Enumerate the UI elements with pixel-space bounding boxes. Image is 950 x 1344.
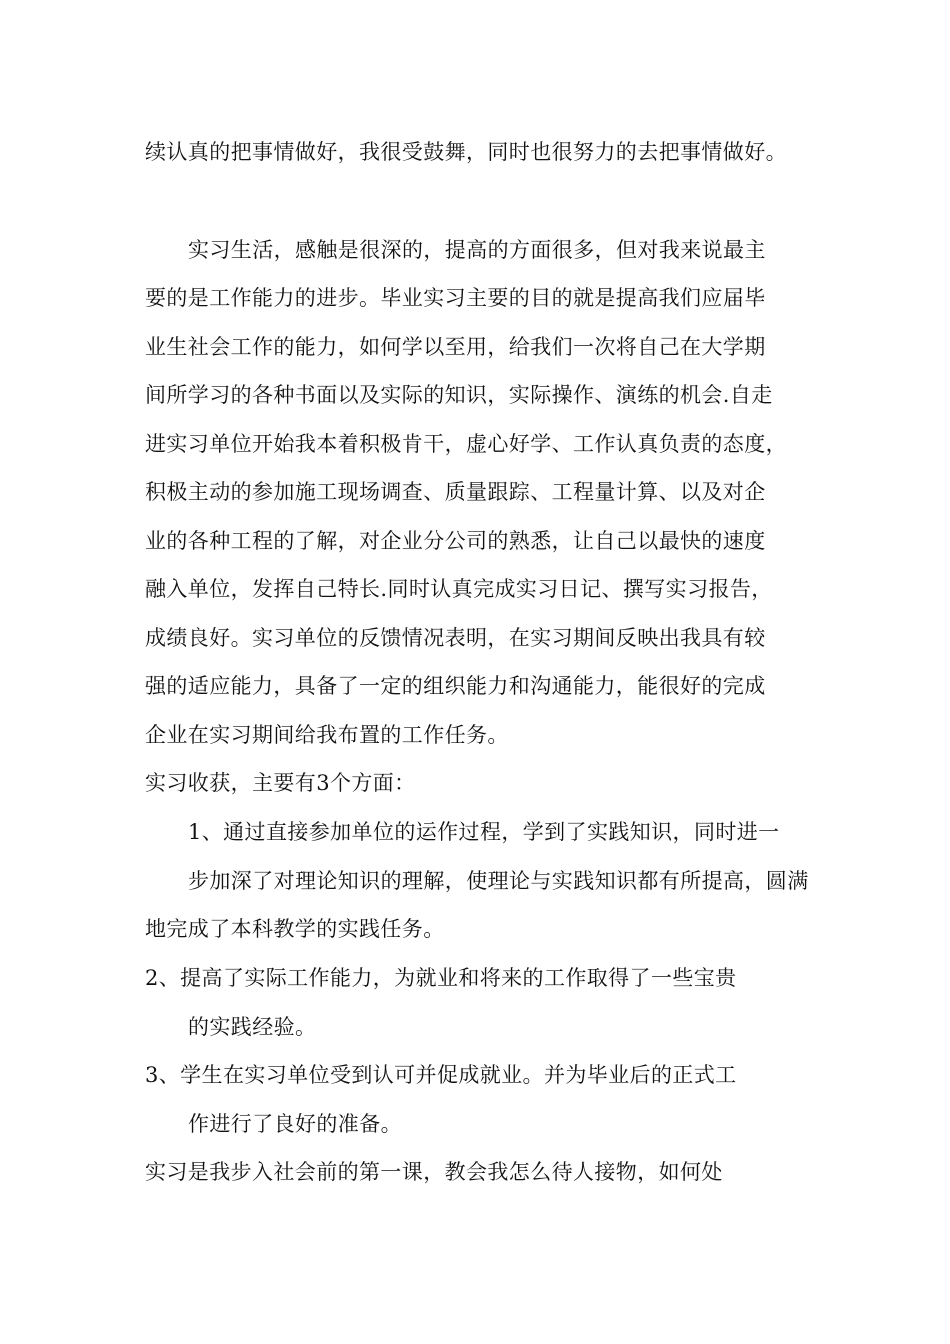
- text-line: 业生社会工作的能力，如何学以至用，给我们一次将自己在大学期: [145, 335, 766, 359]
- text-line: 实习收获，主要有3个方面：: [145, 771, 416, 795]
- list-item-line: 实习是我步入社会前的第一课，教会我怎么待人接物，如何处: [145, 1160, 723, 1184]
- section-heading: 1、通过直接参加单位的运作过程，学到了实践知识，同时进一: [188, 820, 780, 844]
- text-line: 要的是工作能力的进步。毕业实习主要的目的就是提高我们应届毕: [145, 286, 766, 310]
- text-line: 业的各种工程的了解，对企业分公司的熟悉，让自己以最快的速度: [145, 529, 766, 553]
- text-line: 间所学习的各种书面以及实际的知识，实际操作、演练的机会.自走: [145, 383, 773, 407]
- list-item-line: 步加深了对理论知识的理解，使理论与实践知识都有所提高，圆满: [188, 869, 809, 893]
- list-item-line: 作进行了良好的准备。: [188, 1112, 402, 1136]
- text-line: 续认真的把事情做好，我很受鼓舞，同时也很努力的去把事情做好。: [145, 140, 787, 164]
- text-line: 实习生活，感触是很深的，提高的方面很多，但对我来说最主: [188, 238, 766, 262]
- text-line: 成绩良好。实习单位的反馈情况表明，在实习期间反映出我具有较: [145, 626, 766, 650]
- list-item-line: 3、学生在实习单位受到认可并促成就业。并为毕业后的正式工: [145, 1063, 737, 1087]
- text-line: 融入单位，发挥自己特长.同时认真完成实习日记、撰写实习报告，: [145, 577, 773, 601]
- list-item-line: 2、提高了实际工作能力，为就业和将来的工作取得了一些宝贵: [145, 966, 737, 990]
- text-line: 积极主动的参加施工现场调查、质量跟踪、工程量计算、以及对企: [145, 480, 766, 504]
- text-line: 进实习单位开始我本着积极肯干，虚心好学、工作认真负责的态度，: [145, 432, 787, 456]
- text-line: 企业在实习期间给我布置的工作任务。: [145, 723, 509, 747]
- list-item-line: 的实践经验。: [188, 1015, 317, 1039]
- list-item-line: 地完成了本科教学的实践任务。: [145, 917, 445, 941]
- text-line: 强的适应能力，具备了一定的组织能力和沟通能力，能很好的完成: [145, 674, 766, 698]
